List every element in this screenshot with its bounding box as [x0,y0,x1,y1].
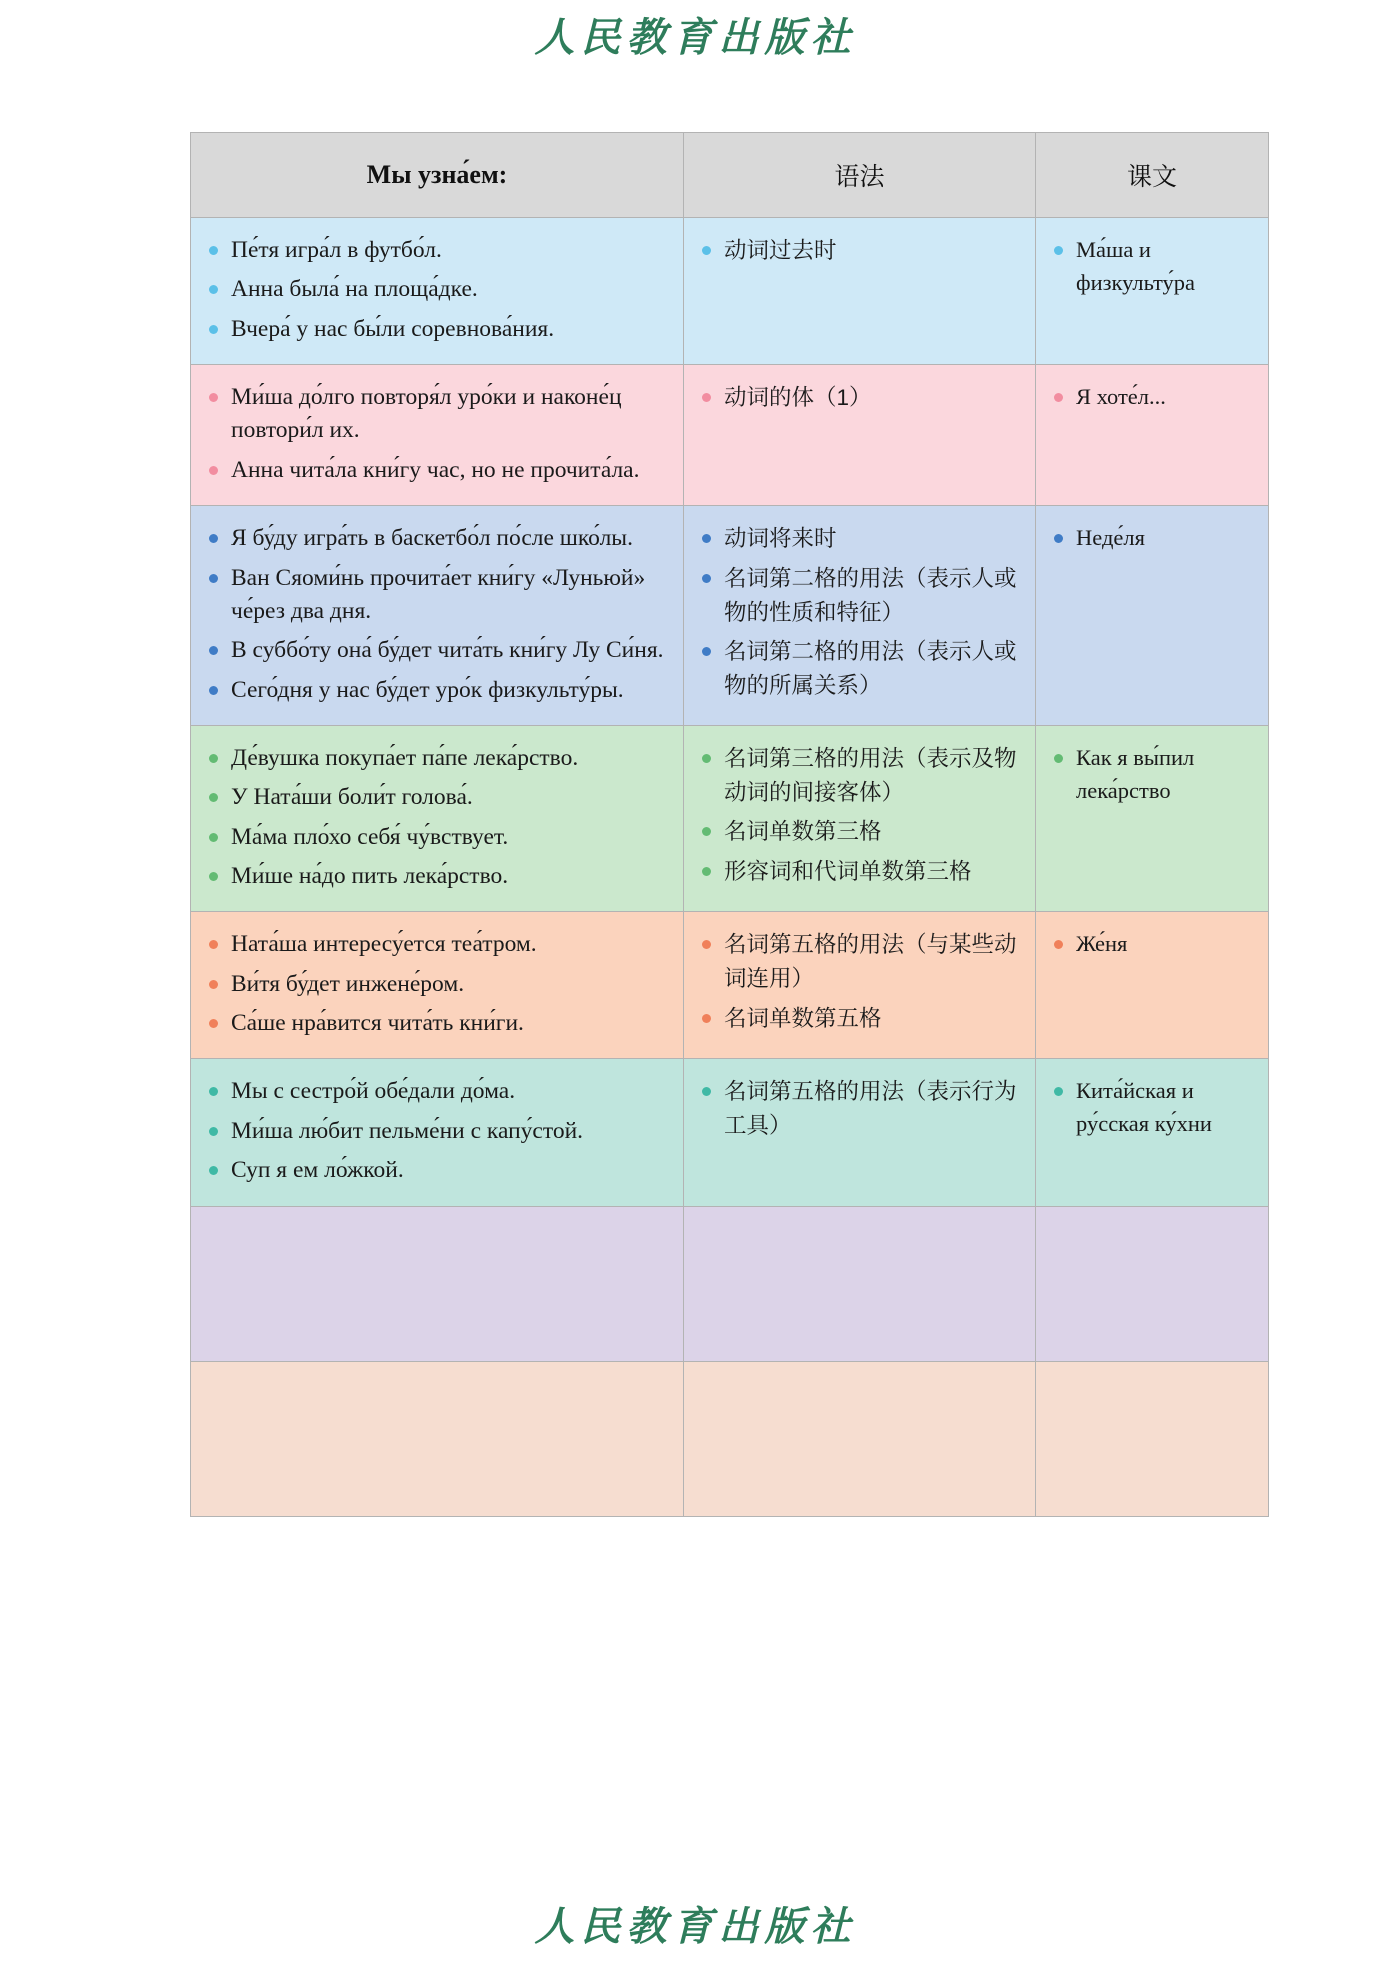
bullet-list [1050,234,1254,299]
list-item-label: Ми́ше на́до пить лека́рство. [231,863,509,890]
list-item [205,634,669,667]
list-item-label: Ната́ша интересу́ется теа́тром. [231,931,537,958]
list-item [205,821,669,854]
bullet-dot-icon [702,647,711,656]
cell-learn [191,365,684,506]
cell-learn [191,1206,684,1361]
list-item [698,1075,1021,1143]
list-item [698,234,1021,268]
list-item [698,1002,1021,1036]
table-row [191,218,1269,365]
list-item-label: У Ната́ши боли́т голова́. [231,784,473,811]
list-item [205,928,669,961]
bullet-dot-icon [1054,246,1063,255]
list-item [1050,928,1254,961]
list-item [698,815,1021,849]
list-item-label: Суп я ем ло́жкой. [231,1157,404,1184]
list-item [205,1154,669,1187]
bullet-dot-icon [209,646,218,655]
cell-text [1036,725,1269,911]
bullet-dot-icon [209,534,218,543]
cell-learn [191,1059,684,1206]
list-item [1050,234,1254,299]
bullet-list [698,742,1021,889]
bullet-dot-icon [702,867,711,876]
table-head [191,133,1269,218]
list-item [205,674,669,707]
column-header-grammar: 语法 [684,133,1036,218]
bullet-dot-icon [1054,754,1063,763]
column-header-text: 课文 [1036,133,1269,218]
list-item-label: 动词将来时 [724,526,837,552]
list-item [205,273,669,306]
cell-grammar [684,912,1036,1059]
list-item [205,454,669,487]
list-item [205,562,669,629]
bullet-dot-icon [702,574,711,583]
bullet-dot-icon [209,246,218,255]
publisher-logo-top: 人民教育出版社 [534,15,857,60]
table-row [191,1206,1269,1361]
list-item [205,313,669,346]
list-item-label: Ма́ма пло́хо себя́ чу́вствует. [231,823,509,850]
bullet-list [698,234,1021,268]
cell-grammar [684,1361,1036,1516]
column-header-learn: Мы узна́ем: [191,133,684,218]
list-item-label: 名词第二格的用法（表示人或物的性质和特征） [724,565,1017,625]
list-item-label: 形容词和代词单数第三格 [724,859,972,885]
bullet-dot-icon [209,793,218,802]
bullet-dot-icon [209,940,218,949]
bullet-dot-icon [209,325,218,334]
list-item-label: Анна была́ на площа́дке. [231,276,478,303]
cell-grammar [684,1206,1036,1361]
bullet-dot-icon [209,1127,218,1136]
bullet-list [1050,928,1254,961]
list-item-label: Пе́тя игра́л в футбо́л. [231,237,442,263]
table-row [191,1361,1269,1516]
cell-text [1036,506,1269,726]
cell-grammar [684,218,1036,365]
list-item [205,968,669,1001]
cell-learn [191,725,684,911]
list-item-label: Вчера́ у нас бы́ли соревнова́ния. [231,315,555,342]
bullet-dot-icon [209,466,218,475]
cell-text [1036,1361,1269,1516]
bullet-list [698,522,1021,703]
bullet-dot-icon [1054,393,1063,402]
list-item [698,381,1021,415]
bullet-list [205,742,669,893]
table-row [191,365,1269,506]
cell-grammar [684,506,1036,726]
bullet-list [205,381,669,487]
cell-text [1036,218,1269,365]
syllabus-table-container [190,132,1212,1517]
bullet-list [698,1075,1021,1143]
list-item [205,234,669,267]
list-item-label: Анна чита́ла кни́гу час, но не прочита́ла. [231,456,640,483]
cell-text [1036,1206,1269,1361]
table-row [191,1059,1269,1206]
bullet-dot-icon [209,285,218,294]
list-item-label: Я хоте́л... [1076,384,1166,410]
list-item [205,381,669,448]
list-item [698,742,1021,810]
bullet-list [205,1075,669,1187]
list-item [205,522,669,555]
bullet-dot-icon [209,1087,218,1096]
list-item-label: Как я вы́пил лека́рство [1076,744,1195,803]
bullet-list [698,381,1021,415]
list-item-label: Мы с сестро́й обе́дали до́ма. [231,1078,516,1105]
cell-text [1036,365,1269,506]
list-item-label: 名词第三格的用法（表示及物动词的间接客体） [724,745,1017,805]
table-row [191,725,1269,911]
list-item [1050,742,1254,807]
list-item-label: Де́вушка покупа́ет па́пе лека́рство. [231,744,579,771]
bullet-dot-icon [702,827,711,836]
bullet-dot-icon [1054,534,1063,543]
list-item-label: 动词的体（1） [724,385,872,411]
bullet-dot-icon [702,1014,711,1023]
bullet-dot-icon [209,833,218,842]
list-item [698,635,1021,703]
bullet-dot-icon [209,1166,218,1175]
list-item [205,781,669,814]
list-item-label: Ма́ша и физкульту́ра [1076,237,1196,295]
cell-learn [191,912,684,1059]
bullet-dot-icon [702,1087,711,1096]
bullet-dot-icon [702,940,711,949]
list-item-label: Неде́ля [1076,525,1145,551]
list-item-label: В суббо́ту она́ бу́дет чита́ть кни́гу Лу Си́ня. [231,637,664,664]
list-item-label: 名词第五格的用法（与某些动词连用） [724,932,1017,992]
list-item-label: 名词单数第五格 [724,1005,882,1031]
list-item [1050,381,1254,414]
list-item-label: 名词第二格的用法（表示人或物的所属关系） [724,639,1017,699]
list-item [698,855,1021,889]
list-item [698,928,1021,996]
bullet-list [1050,381,1254,414]
bullet-list [698,928,1021,1035]
list-item-label: Ми́ша лю́бит пельме́ни с капу́стой. [231,1117,584,1144]
bullet-list [1050,742,1254,807]
list-item [698,562,1021,630]
list-item-label: Са́ше нра́вится чита́ть кни́ги. [231,1010,524,1037]
bullet-dot-icon [702,393,711,402]
list-item-label: Сего́дня у нас бу́дет уро́к физкульту́ры. [231,676,624,703]
bullet-dot-icon [702,246,711,255]
list-item [1050,522,1254,555]
list-item-label: Кита́йская и ру́сская ку́хни [1076,1078,1212,1137]
cell-grammar [684,1059,1036,1206]
cell-grammar [684,365,1036,506]
publisher-logo-bottom: 人民教育出版社 [534,1904,857,1949]
bullet-dot-icon [209,872,218,881]
bullet-dot-icon [209,574,218,583]
table-body [191,218,1269,1517]
bullet-dot-icon [1054,1087,1063,1096]
bullet-dot-icon [702,754,711,763]
cell-grammar [684,725,1036,911]
bullet-dot-icon [209,686,218,695]
bullet-list [1050,1075,1254,1140]
list-item-label: Ви́тя бу́дет инжене́ром. [231,970,465,997]
table-row [191,506,1269,726]
list-item-label: 名词单数第三格 [724,819,882,845]
bullet-list [205,234,669,346]
bullet-list [1050,522,1254,555]
bullet-list [205,928,669,1040]
cell-learn [191,1361,684,1516]
list-item-label: 名词第五格的用法（表示行为工具） [724,1079,1017,1139]
list-item-label: Ми́ша до́лго повторя́л уро́ки и наконе́ц повтори́л их. [231,384,622,444]
bullet-list [205,522,669,707]
list-item [205,742,669,775]
list-item [1050,1075,1254,1140]
syllabus-table [190,132,1269,1517]
bullet-dot-icon [209,1019,218,1028]
bullet-dot-icon [1054,940,1063,949]
list-item-label: Я бу́ду игра́ть в баскетбо́л по́сле шко́лы. [231,525,633,552]
bullet-dot-icon [702,534,711,543]
table-row [191,912,1269,1059]
bullet-dot-icon [209,980,218,989]
list-item [205,1115,669,1148]
table-header-row [191,133,1269,218]
list-item-label: 动词过去时 [724,238,837,263]
bullet-dot-icon [209,754,218,763]
cell-learn [191,506,684,726]
cell-text [1036,1059,1269,1206]
list-item [205,1007,669,1040]
list-item [205,1075,669,1108]
cell-text [1036,912,1269,1059]
list-item [205,860,669,893]
bullet-dot-icon [209,393,218,402]
list-item [698,522,1021,556]
cell-learn [191,218,684,365]
list-item-label: Же́ня [1076,931,1128,957]
list-item-label: Ван Сяоми́нь прочита́ет кни́гу «Луньюй» че́рез два дня. [231,564,646,624]
